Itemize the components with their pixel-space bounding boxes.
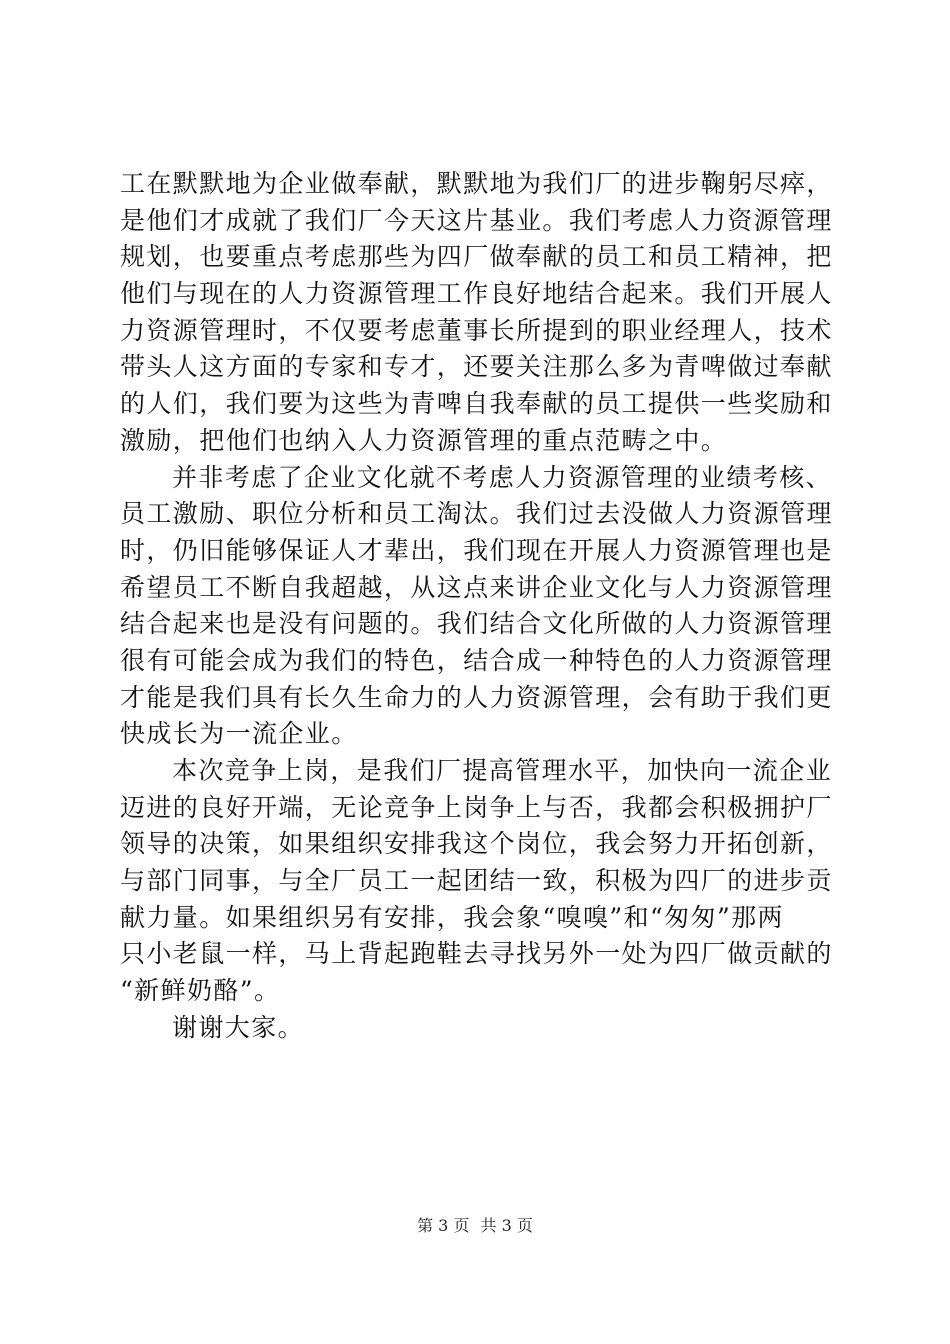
page-footer [0, 1216, 950, 1236]
text-line: 才能是我们具有长久生命力的人力资源管理，会有助于我们更 [120, 682, 833, 712]
text-line: 力资源管理时，不仅要考虑董事长所提到的职业经理人，技术 [120, 315, 833, 345]
text-line: 员工激励、职位分析和员工淘汰。我们过去没做人力资源管理 [120, 499, 833, 529]
page-number: 第 3 页 [417, 1216, 470, 1235]
text-line: 工在默默地为企业做奉献，默默地为我们厂的进步鞠躬尽瘁， [120, 169, 833, 198]
text-line: 迈进的良好开端，无论竞争上岗争上与否，我都会积极拥护厂 [120, 792, 833, 822]
text-line: 规划，也要重点考虑那些为四厂做奉献的员工和员工精神，把 [120, 242, 833, 272]
text-line: 时，仍旧能够保证人才辈出，我们现在开展人力资源管理也是 [120, 535, 833, 565]
text-line: 他们与现在的人力资源管理工作良好地结合起来。我们开展人 [120, 279, 833, 309]
paragraph-first-line: 本次竞争上岗，是我们厂提高管理水平，加快向一流企业 [172, 756, 833, 785]
closing-line: 谢谢大家。 [172, 1012, 305, 1042]
page-total: 共 3 页 [480, 1216, 533, 1235]
text-line: 只小老鼠一样，马上背起跑鞋去寻找另外一处为四厂做贡献的 [120, 939, 833, 969]
paragraph-first-line: 并非考虑了企业文化就不考虑人力资源管理的业绩考核、 [172, 462, 833, 492]
text-line: 带头人这方面的专家和专才，还要关注那么多为青啤做过奉献 [120, 352, 833, 382]
text-line: 献力量。如果组织另有安排，我会象“嗅嗅”和“匆匆”那两 [120, 902, 784, 932]
text-line: “新鲜奶酪”。 [120, 976, 281, 1006]
text-line: 很有可能会成为我们的特色，结合成一种特色的人力资源管理 [120, 645, 833, 675]
text-line: 激励，把他们也纳入人力资源管理的重点范畴之中。 [120, 425, 728, 455]
text-line: 快成长为一流企业。 [120, 719, 358, 749]
text-line: 领导的决策，如果组织安排我这个岗位，我会努力开拓创新， [120, 829, 833, 859]
text-line: 是他们才成就了我们厂今天这片基业。我们考虑人力资源管理 [120, 205, 833, 235]
text-line: 的人们，我们要为这些为青啤自我奉献的员工提供一些奖励和 [120, 389, 833, 419]
text-line: 希望员工不断自我超越，从这点来讲企业文化与人力资源管理 [120, 572, 833, 602]
text-line: 与部门同事，与全厂员工一起团结一致，积极为四厂的进步贡 [120, 866, 833, 896]
document-body [120, 166, 840, 1047]
text-line: 结合起来也是没有问题的。我们结合文化所做的人力资源管理 [120, 609, 833, 639]
